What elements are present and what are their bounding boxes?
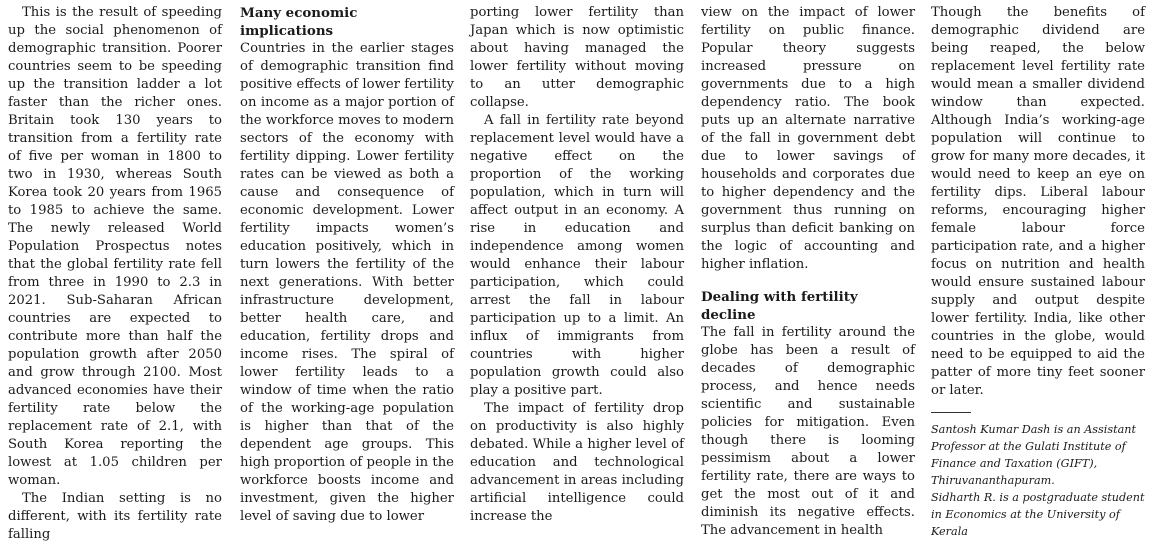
article-column-5	[931, 4, 1145, 538]
paragraph: view on the impact of lower fertility on public finance. Popular theory suggests increased pressure on governments due to a high dependency ratio. The book puts up an alternate narrative of the fall in government debt due to lower savings of households and corporates due to higher dependency and the government thus running on surplus than deficit banking on the logic of accounting and higher inflation.	[701, 5, 915, 272]
paragraph: The fall in fertility around the globe has been a result of decades of demographic process, and hence needs scientific and sustainable policies for mitigation. Even though there is looming pessimism about a lower fertility rate, there are ways to get the most out of it and diminish its negative effects. The advancement in health	[701, 325, 915, 538]
article-column-1	[8, 4, 222, 542]
article-column-3	[470, 4, 684, 524]
author-credit: Santosh Kumar Dash is an Assistant Professor at the Gulati Institute of Finance and Taxation (GIFT), Thiruvananthapuram.	[931, 423, 1136, 487]
author-credit: Sidharth R. is a postgraduate student in Economics at the University of Kerala	[931, 491, 1145, 538]
section-heading-economic-implications: Many economic implications	[240, 5, 358, 39]
author-credits	[931, 421, 1145, 540]
paragraph: Though the benefits of demographic dividend are being reaped, the below replacement level fertility rate would mean a smaller dividend window than expected. Although India’s working-age population will continue to grow for many more decades, it would need to keep an eye on fertility dips. Liberal labour reforms, encouraging higher female labour force participation rate, and a higher focus on nutrition and health would ensure sustained labour supply and output despite lower fertility. India, like other countries in the globe, would need to be equipped to aid the patter of more tiny feet sooner or later.	[931, 5, 1145, 398]
paragraph: A fall in fertility rate beyond replacement level would have a negative effect on the proportion of the working population, which in turn will affect output in an economy. A rise in education and independence among women would enhance their labour participation, which could arrest the fall in labour participation up to a limit. An influx of immigrants from countries with higher population growth could also play a positive part.	[470, 113, 684, 398]
section-heading-fertility-decline: Dealing with fertility decline	[701, 289, 858, 323]
paragraph: This is the result of speeding up the social phenomenon of demographic transition. Poorer countries seem to be speeding up the transition ladder a lot faster than the richer ones. Britain took 130 years to transition from a fertility rate of five per woman in 1800 to two in 1930, whereas South Korea took 20 years from 1965 to 1985 to achieve the same. The newly released World Population Prospectus notes that the global fertility rate fell from three in 1990 to 2.3 in 2021. Sub-Saharan African countries are expected to contribute more than half the population growth after 2050 and grow through 2100. Most advanced economies have their fertility rate below the replacement rate of 2.1, with South Korea reporting the lowest at 1.05 children per woman.	[8, 5, 222, 488]
paragraph: The Indian setting is no different, with its fertility rate falling	[8, 491, 222, 542]
credits-divider	[931, 412, 971, 413]
article-column-4	[701, 4, 915, 538]
article-column-2	[240, 4, 454, 524]
paragraph: The impact of fertility drop on productivity is also highly debated. While a higher level of education and technological advancement in areas including artificial intelligence could increase the	[470, 401, 684, 524]
paragraph: Countries in the earlier stages of demographic transition find positive effects of lower fertility on income as a major portion of the workforce moves to modern sectors of the economy with fertility dipping. Lower fertility rates can be viewed as both a cause and consequence of economic development. Lower fertility impacts women’s education positively, which in turn lowers the fertility of the next generations. With better infrastructure development, better health care, and education, fertility drops and income rises. The spiral of lower fertility leads to a window of time when the ratio of the working-age population is higher than that of the dependent age groups. This high proportion of people in the workforce boosts income and investment, given the higher level of saving due to lower	[240, 41, 454, 524]
paragraph: porting lower fertility than Japan which is now optimistic about having managed the lower fertility without moving to an utter demographic collapse.	[470, 5, 684, 110]
